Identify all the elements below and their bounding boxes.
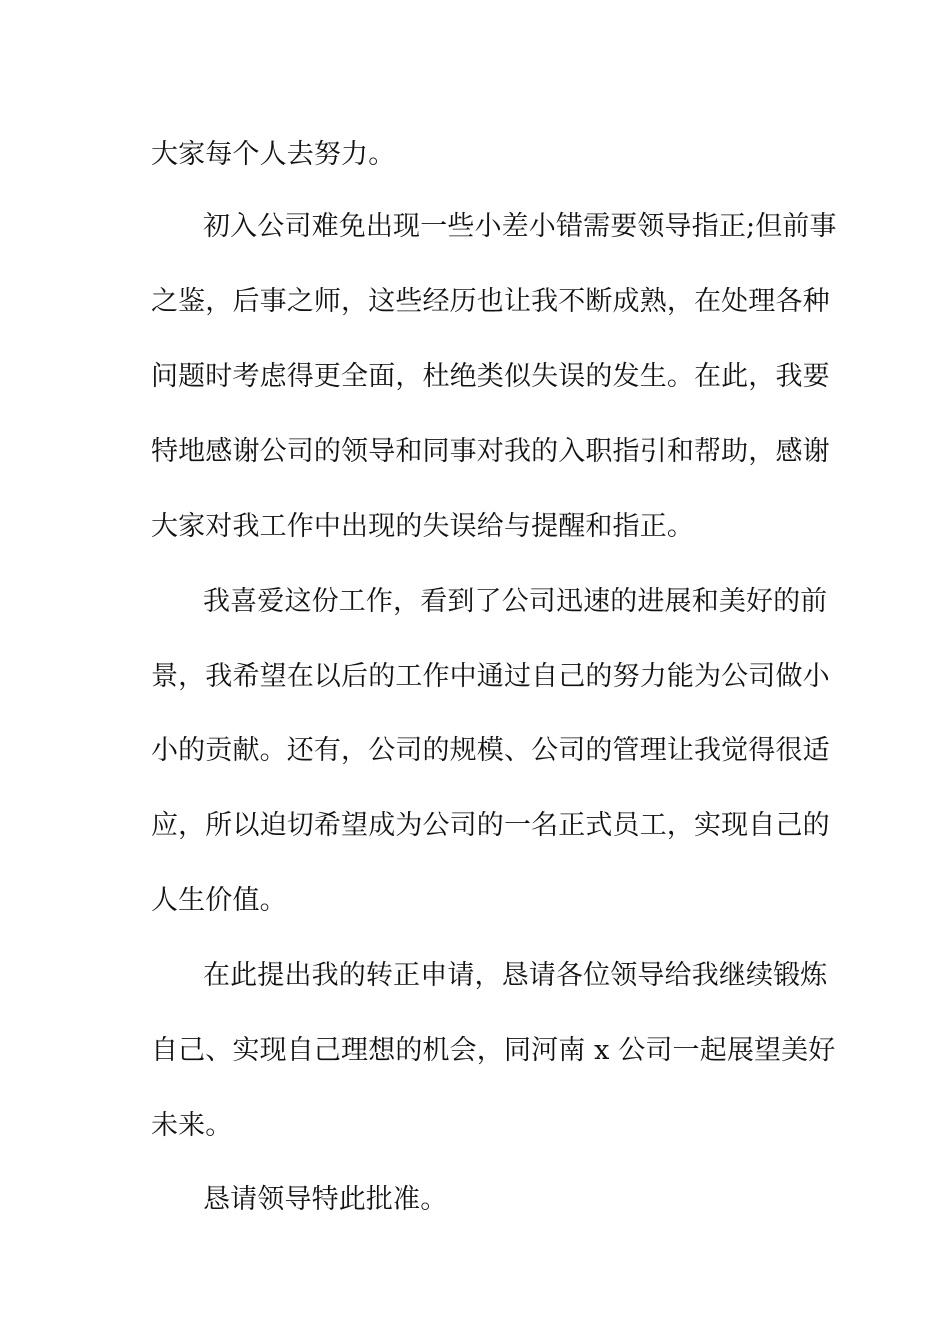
text-line: 之鉴，后事之师，这些经历也让我不断成熟，在处理各种 <box>151 286 830 317</box>
text-line: 小的贡献。还有，公司的规模、公司的管理让我觉得很适 <box>151 735 830 766</box>
text-line: 应，所以迫切希望成为公司的一名正式员工，实现自己的 <box>151 810 830 841</box>
text-line: 特地感谢公司的领导和同事对我的入职指引和帮助，感谢 <box>151 436 830 467</box>
text-line: 大家每个人去努力。 <box>151 139 396 170</box>
text-line: 未来。 <box>151 1110 233 1141</box>
text-line: 初入公司难免出现一些小差小错需要领导指正;但前事 <box>203 211 837 242</box>
text-line: 大家对我工作中出现的失误给与提醒和指正。 <box>151 511 694 542</box>
text-line: 恳请领导特此批准。 <box>203 1184 448 1215</box>
text-line: 在此提出我的转正申请，恳请各位领导给我继续锻炼 <box>203 960 828 991</box>
text-line: 自己、实现自己理想的机会，同河南 x 公司一起展望美好 <box>151 1035 836 1066</box>
text-line: 景，我希望在以后的工作中通过自己的努力能为公司做小 <box>151 661 830 692</box>
text-line: 我喜爱这份工作，看到了公司迅速的进展和美好的前 <box>203 586 828 617</box>
text-line: 人生价值。 <box>151 885 287 916</box>
text-line: 问题时考虑得更全面，杜绝类似失误的发生。在此，我要 <box>151 361 830 392</box>
